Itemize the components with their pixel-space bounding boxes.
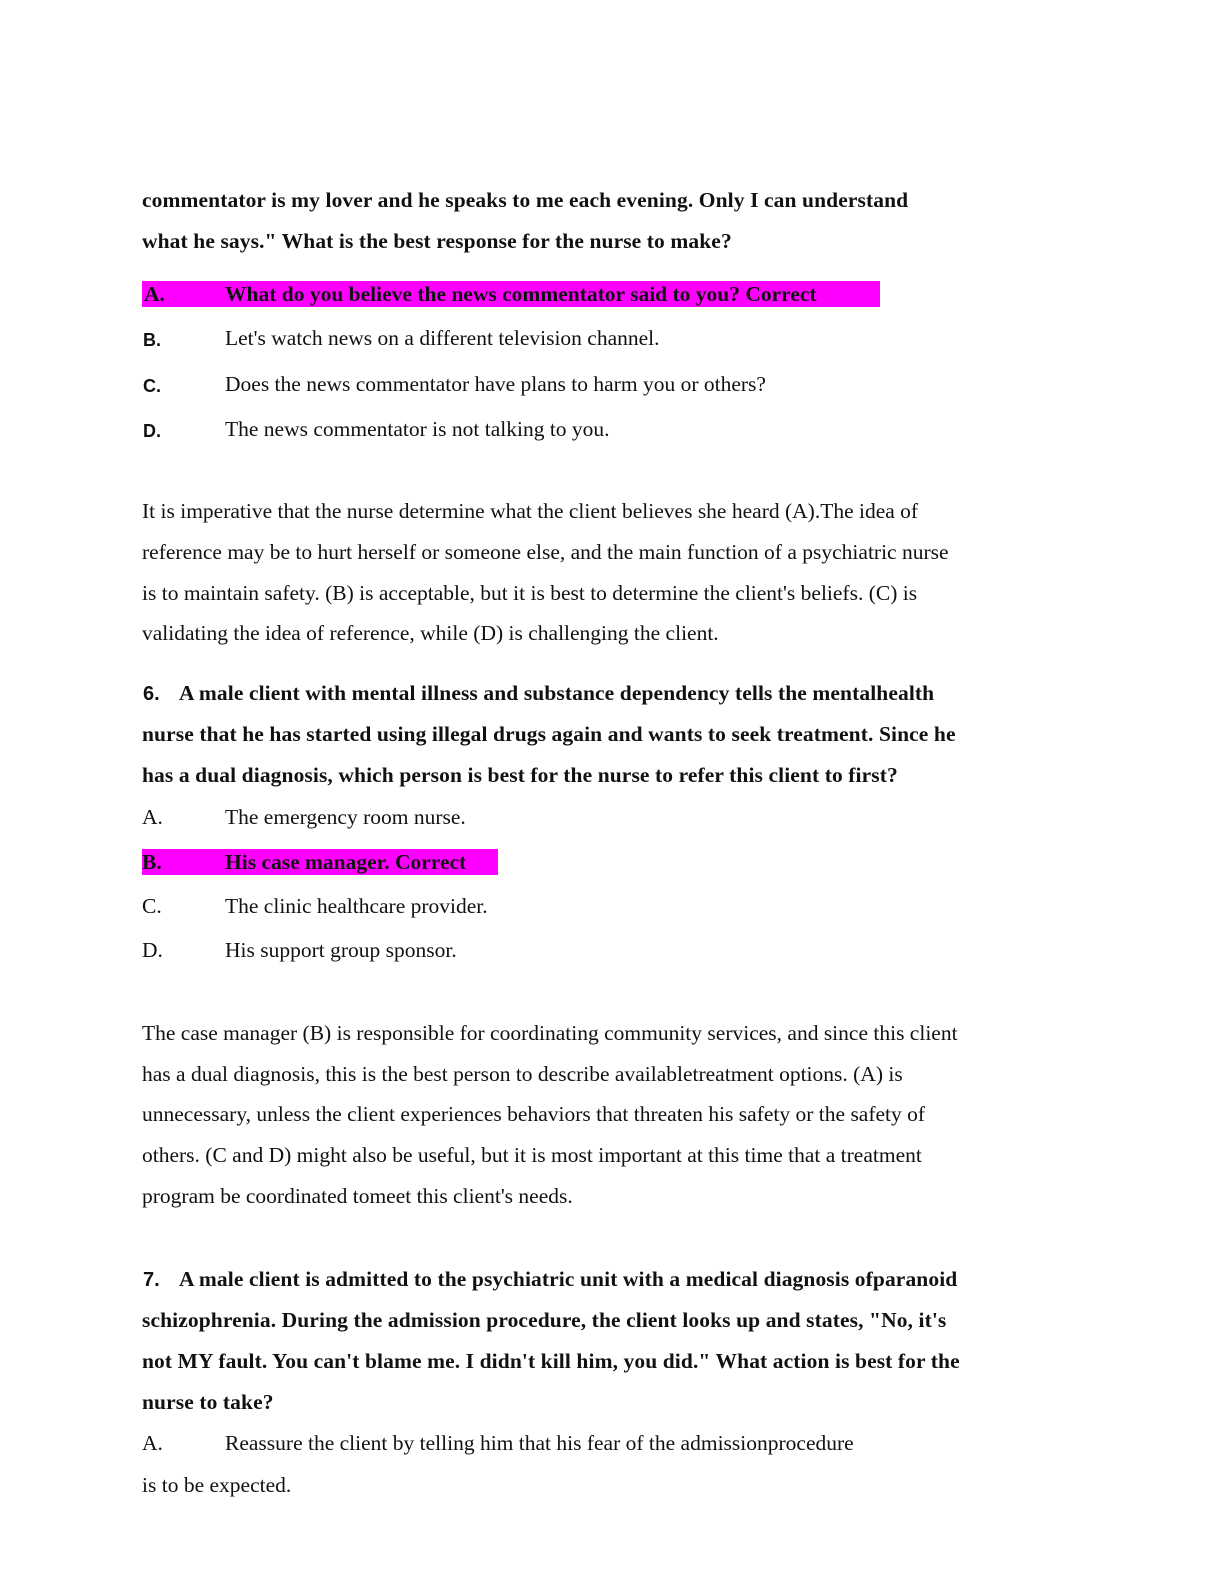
q6-option-b-text: His case manager. Correct xyxy=(225,850,467,874)
q5-option-d-text: The news commentator is not talking to you. xyxy=(225,417,610,441)
q7-stem-line-3: not MY fault. You can't blame me. I didn't kill him, you did." What action is best for the xyxy=(142,1349,960,1373)
q5-rationale-line-2: reference may be to hurt herself or someone else, and the main function of a psychiatric nurse xyxy=(142,540,949,564)
q5-option-a-text: What do you believe the news commentator said to you? Correct xyxy=(225,282,817,306)
q7-stem-line-1: A male client is admitted to the psychiatric unit with a medical diagnosis ofparanoid xyxy=(179,1267,958,1291)
q7-option-a-text: Reassure the client by telling him that his fear of the admissionprocedure xyxy=(225,1431,854,1455)
q6-option-d-text: His support group sponsor. xyxy=(225,938,457,962)
q5-rationale-line-3: is to maintain safety. (B) is acceptable, but it is best to determine the client's beliefs. (C) is xyxy=(142,581,918,605)
q6-stem-line-2: nurse that he has started using illegal drugs again and wants to seek treatment. Since he xyxy=(142,722,956,746)
q5-stem-line-2: what he says." What is the best response for the nurse to make? xyxy=(142,229,732,253)
q6-rationale-line-3: unnecessary, unless the client experiences behaviors that threaten his safety or the safety of xyxy=(142,1102,926,1126)
q7-number: 7. xyxy=(143,1269,160,1291)
q5-option-b-text: Let's watch news on a different television channel. xyxy=(225,326,660,350)
q6-rationale-line-4: others. (C and D) might also be useful, but it is most important at this time that a treatment xyxy=(142,1143,922,1167)
q6-option-a-letter: A. xyxy=(142,805,163,829)
q6-stem-line-1: A male client with mental illness and substance dependency tells the mentalhealth xyxy=(179,681,935,705)
q6-option-c-letter: C. xyxy=(142,894,162,918)
q6-option-b-letter: B. xyxy=(142,850,162,874)
q5-option-c-letter: C. xyxy=(143,376,161,396)
q5-stem-line-1: commentator is my lover and he speaks to me each evening. Only I can understand xyxy=(142,188,909,212)
q5-option-d-letter: D. xyxy=(143,421,161,441)
q7-option-a-letter: A. xyxy=(142,1431,163,1455)
q5-option-a-letter: A. xyxy=(144,282,165,306)
q6-option-b-correct xyxy=(142,849,498,875)
q6-stem-line-3: has a dual diagnosis, which person is best for the nurse to refer this client to first? xyxy=(142,763,898,787)
q6-rationale-line-1: The case manager (B) is responsible for coordinating community services, and since this client xyxy=(142,1021,958,1045)
q7-option-a-text-wrap: is to be expected. xyxy=(142,1473,292,1497)
q6-rationale-line-2: has a dual diagnosis, this is the best person to describe availabletreatment options. (A) is xyxy=(142,1062,903,1086)
q6-option-a-text: The emergency room nurse. xyxy=(225,805,466,829)
q7-stem-line-4: nurse to take? xyxy=(142,1390,274,1414)
q6-number: 6. xyxy=(143,683,160,705)
q7-stem-line-2: schizophrenia. During the admission procedure, the client looks up and states, "No, it's xyxy=(142,1308,947,1332)
q5-option-c-text: Does the news commentator have plans to harm you or others? xyxy=(225,372,766,396)
q5-option-a-correct xyxy=(142,281,880,307)
q5-rationale-line-4: validating the idea of reference, while (D) is challenging the client. xyxy=(142,621,719,645)
q6-option-c-text: The clinic healthcare provider. xyxy=(225,894,488,918)
q6-rationale-line-5: program be coordinated tomeet this client's needs. xyxy=(142,1184,573,1208)
q5-rationale-line-1: It is imperative that the nurse determine what the client believes she heard (A).The idea of xyxy=(142,499,919,523)
q5-option-b-letter: B. xyxy=(143,330,161,350)
q6-option-d-letter: D. xyxy=(142,938,163,962)
